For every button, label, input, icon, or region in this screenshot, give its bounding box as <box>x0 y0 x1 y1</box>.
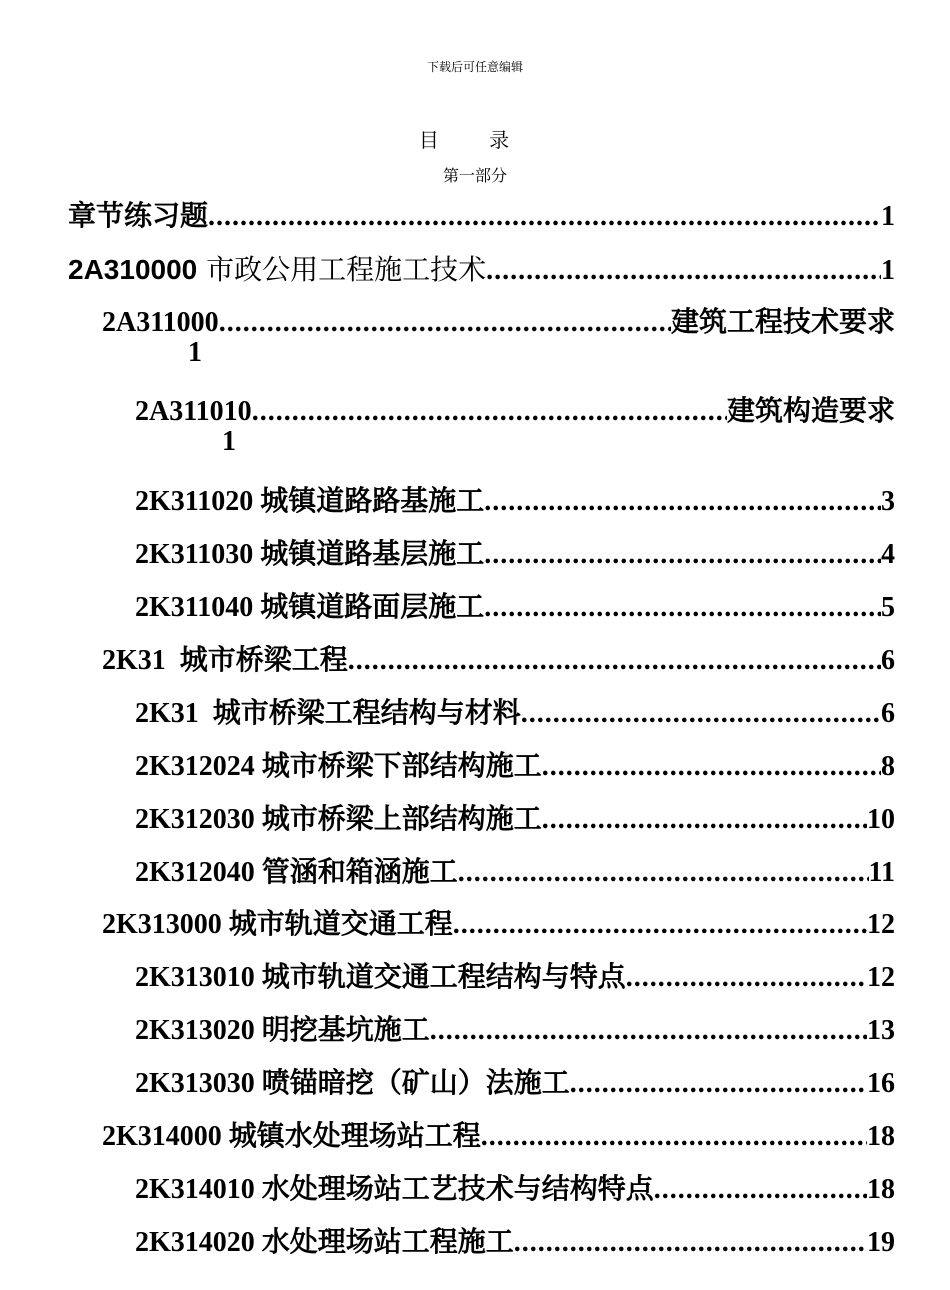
toc-entry[interactable] <box>135 744 895 784</box>
toc-entry[interactable] <box>102 902 895 942</box>
toc-entry[interactable] <box>135 1220 895 1260</box>
toc-entry-label: 2K31 城市桥梁工程 <box>102 645 348 676</box>
toc-entry-page: 13 <box>867 1015 895 1046</box>
dot-leader <box>542 804 867 836</box>
dot-leader <box>521 698 881 730</box>
toc-subtitle: 第一部分 <box>442 166 507 185</box>
dot-leader <box>481 1121 867 1153</box>
toc-entry[interactable] <box>135 479 895 519</box>
toc-entry[interactable] <box>135 691 895 731</box>
toc-entry-code: 2A310000 <box>68 254 198 285</box>
dot-leader <box>570 1068 867 1100</box>
toc-entry[interactable] <box>102 638 895 678</box>
toc-entry-page: 1 <box>881 201 895 232</box>
dot-leader <box>542 751 881 783</box>
toc-entry-label: 2K312030 城市桥梁上部结构施工 <box>135 804 542 835</box>
dot-leader <box>453 909 867 941</box>
dot-leader <box>514 1227 867 1259</box>
toc-entry-label: 2K313020 明挖基坑施工 <box>135 1015 430 1046</box>
toc-entry-page: 18 <box>867 1174 895 1205</box>
toc-entry[interactable] <box>135 955 895 995</box>
dot-leader <box>458 857 869 889</box>
toc-entry-label: 2K311040 城镇道路面层施工 <box>135 592 485 623</box>
toc-entry-page: 8 <box>881 751 895 782</box>
toc-entry-label: 2K313000 城市轨道交通工程 <box>102 909 453 940</box>
toc-entry-label <box>68 248 486 288</box>
toc-entry[interactable] <box>135 532 895 572</box>
toc-entry-label: 2K313010 城市轨道交通工程结构与特点 <box>135 962 626 993</box>
dot-leader <box>430 1015 867 1047</box>
toc-entry-page: 1 <box>222 426 236 457</box>
toc-entry-label: 2K31 城市桥梁工程结构与材料 <box>135 698 521 729</box>
toc-entry-title: 建筑构造要求 <box>726 396 895 427</box>
toc-entry-label: 2K314010 水处理场站工艺技术与结构特点 <box>135 1174 654 1205</box>
toc-entry[interactable] <box>135 585 895 625</box>
dot-leader <box>219 307 671 339</box>
dot-leader <box>208 201 881 233</box>
toc-entry-page: 12 <box>867 909 895 940</box>
dot-leader <box>654 1174 867 1206</box>
toc-entry-page: 11 <box>868 857 895 888</box>
toc-entry-page: 10 <box>867 804 895 835</box>
dot-leader <box>626 962 867 994</box>
toc-entry-label: 2A311010 <box>135 396 252 427</box>
dot-leader <box>484 539 881 571</box>
toc-entry[interactable] <box>102 1114 895 1154</box>
toc-entry-page: 4 <box>881 539 895 570</box>
toc-entry-page: 1 <box>881 255 895 286</box>
toc-entry[interactable] <box>102 300 895 340</box>
toc-entry-page: 1 <box>188 337 202 368</box>
toc-entry-page: 18 <box>867 1121 895 1152</box>
toc-entry-page: 6 <box>881 645 895 676</box>
toc-entry[interactable] <box>68 248 895 288</box>
toc-entry-label: 2K314020 水处理场站工程施工 <box>135 1227 514 1258</box>
toc-entry-page: 6 <box>881 698 895 729</box>
toc-entry-page: 19 <box>867 1227 895 1258</box>
toc-entry[interactable] <box>135 797 895 837</box>
toc-entry-page: 12 <box>867 962 895 993</box>
toc-entry-label: 章节练习题 <box>68 201 209 232</box>
toc-entry-page: 3 <box>881 486 895 517</box>
toc-entry-label: 2K314000 城镇水处理场站工程 <box>102 1121 481 1152</box>
dot-leader <box>486 255 881 287</box>
toc-entry-label: 2K312040 管涵和箱涵施工 <box>135 857 458 888</box>
dot-leader <box>348 645 881 677</box>
toc-entry-page: 5 <box>881 592 895 623</box>
toc-entry-page: 16 <box>867 1068 895 1099</box>
toc-entry[interactable] <box>135 389 895 429</box>
toc-entry[interactable] <box>68 194 895 234</box>
toc-entry-title: 建筑工程技术要求 <box>670 307 895 338</box>
toc-entry[interactable] <box>135 850 895 890</box>
toc-entry-label: 2K311030 城镇道路基层施工 <box>135 539 485 570</box>
toc-entry-label: 2K312024 城市桥梁下部结构施工 <box>135 751 542 782</box>
dot-leader <box>484 486 881 518</box>
toc-entry[interactable] <box>135 1008 895 1048</box>
toc-title: 目 录 <box>418 128 532 152</box>
toc-entry-label: 2A311000 <box>102 307 219 338</box>
toc-entry[interactable] <box>135 1167 895 1207</box>
dot-leader <box>252 396 727 428</box>
toc-entry-label: 2K311020 城镇道路路基施工 <box>135 486 485 517</box>
toc-entry[interactable] <box>135 1061 895 1101</box>
dot-leader <box>484 592 881 624</box>
toc-entry-label: 2K313030 喷锚暗挖（矿山）法施工 <box>135 1068 570 1099</box>
toc-entry-title: 市政公用工程施工技术 <box>197 253 487 286</box>
header-note: 下载后可任意编辑 <box>426 60 523 74</box>
